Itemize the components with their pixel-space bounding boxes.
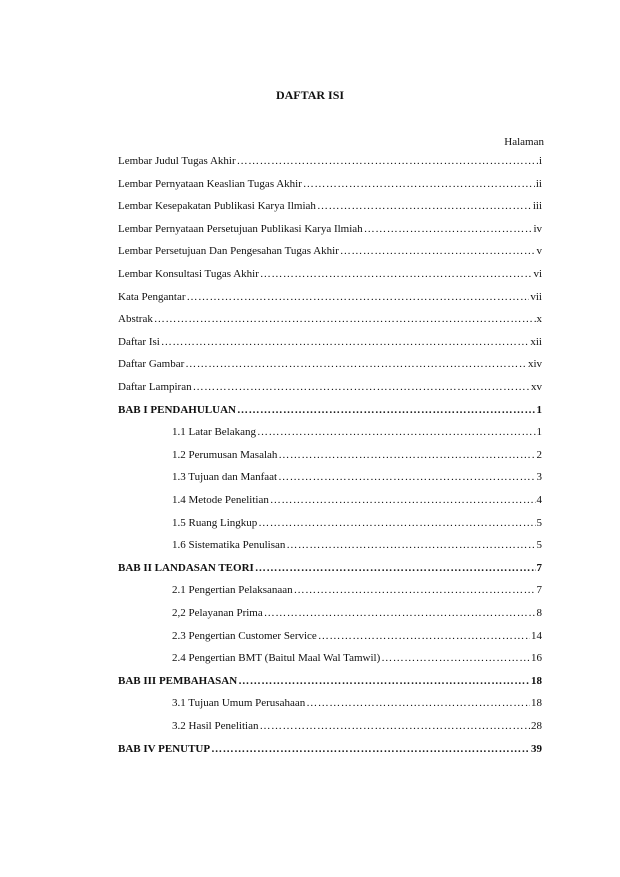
toc-page-number: vi [533,268,542,280]
toc-entry[interactable] [118,291,542,303]
toc-page-number: 4 [536,494,542,506]
toc-page-number: 1 [536,426,542,439]
dot-leader [303,178,535,190]
dot-leader [317,200,532,212]
toc-entry[interactable] [118,268,542,280]
toc-chapter[interactable] [118,743,542,755]
dot-leader [340,245,536,257]
toc-label: Kata Pengantar [118,290,186,303]
toc-subentry[interactable] [172,494,542,506]
dot-leader [364,223,533,235]
toc-entry[interactable] [118,155,542,167]
dot-leader [255,562,536,574]
dot-leader [237,404,536,416]
toc-page-number: 5 [536,516,542,529]
toc-subentry[interactable] [172,630,542,642]
toc-label: BAB II LANDASAN TEORI [118,561,254,574]
toc-label: 3.2 Hasil Penelitian [172,720,259,732]
dot-leader [294,584,536,596]
dot-leader [286,539,535,551]
toc-entry[interactable] [118,358,542,370]
toc-page-number: iii [532,200,542,213]
dot-leader [193,381,530,393]
toc-page-number: 7 [536,584,542,597]
toc-label: 1.2 Perumusan Masalah [172,448,278,461]
toc-label: Lembar Kesepakatan Publikasi Karya Ilmiah [118,200,316,213]
toc-entry[interactable] [118,313,542,325]
dot-leader [270,494,536,506]
toc-label: Lembar Pernyataan Persetujuan Publikasi Karya Ilmiah [118,222,363,235]
toc-subentry[interactable] [172,607,542,619]
dot-leader [154,313,536,325]
dot-leader [187,291,530,303]
toc-label: 1.4 Metode Penelitian [172,494,269,506]
toc-page-number: 5 [536,539,542,552]
toc-chapter[interactable] [118,404,542,416]
toc-label: 2.4 Pengertian BMT (Baitul Maal Wal Tamwil) [172,652,381,665]
page-column-label: Halaman [504,136,544,148]
toc-label: BAB I PENDAHULUAN [118,403,236,416]
toc-label: Abstrak [118,313,153,326]
toc-page-number: 18 [531,697,542,710]
toc-subentry[interactable] [172,449,542,461]
dot-leader [257,426,536,438]
dot-leader [185,358,527,370]
dot-leader [260,268,533,280]
toc-page-number: vii [530,290,542,303]
toc-page-number: 28 [531,720,542,732]
toc-chapter[interactable] [118,562,542,574]
toc-page-number: 18 [531,674,542,687]
toc-page-number: ii [535,177,542,190]
page-title: DAFTAR ISI [275,88,345,102]
toc-chapter[interactable] [118,675,542,687]
toc-entry[interactable] [118,178,542,190]
dot-leader [318,630,530,642]
toc-page-number: iv [533,222,542,235]
toc-label: 1.6 Sistematika Penulisan [172,539,286,552]
toc-label: Lembar Judul Tugas Akhir [118,155,236,167]
toc-page-number: 3 [536,471,542,484]
dot-leader [306,697,530,709]
toc-label: BAB III PEMBAHASAN [118,674,238,687]
dot-leader [259,720,530,732]
toc-subentry[interactable] [172,584,542,596]
toc-page-number: 8 [536,607,542,619]
toc-page-number: xiv [527,358,542,371]
toc-subentry[interactable] [172,720,542,732]
toc-page-number: 7 [536,561,542,574]
toc-page-number: xii [530,335,542,348]
toc-page-number: 14 [531,629,542,642]
toc-label: 1.5 Ruang Lingkup [172,516,258,529]
toc-subentry[interactable] [172,517,542,529]
toc-label: 2.3 Pengertian Customer Service [172,629,317,642]
toc-label: Lembar Persetujuan Dan Pengesahan Tugas Akhir [118,245,339,258]
toc-label: 2.1 Pengertian Pelaksanaan [172,584,293,597]
dot-leader [237,155,538,167]
toc-label: Lembar Konsultasi Tugas Akhir [118,268,259,280]
dot-leader [238,675,530,687]
toc-page-number: v [536,245,542,258]
toc-label: Daftar Isi [118,335,160,348]
toc-page-number: x [536,313,542,326]
dot-leader [211,743,530,755]
toc-page-number: xv [531,381,542,393]
toc-subentry[interactable] [172,697,542,709]
toc-label: Lembar Pernyataan Keaslian Tugas Akhir [118,177,302,190]
toc-label: 1.3 Tujuan dan Manfaat [172,471,278,484]
toc-entry[interactable] [118,336,542,348]
toc-page-number: i [538,155,542,167]
toc-entry[interactable] [118,223,542,235]
toc-label: 3.1 Tujuan Umum Perusahaan [172,697,306,710]
toc-entry[interactable] [118,381,542,393]
dot-leader [161,336,530,348]
toc-page-number: 1 [536,403,542,416]
toc-subentry[interactable] [172,471,542,483]
toc-page-number: 39 [531,742,542,755]
dot-leader [381,652,530,664]
toc-label: Daftar Gambar [118,358,185,371]
toc-entry[interactable] [118,200,542,212]
dot-leader [258,517,535,529]
toc-label: 1.1 Latar Belakang [172,426,256,439]
toc-subentry[interactable] [172,426,542,438]
toc-subentry[interactable] [172,652,542,664]
toc-entry[interactable] [118,245,542,257]
toc-page-number: 16 [531,652,542,665]
dot-leader [278,471,535,483]
dot-leader [264,607,536,619]
toc-page-number: 2 [536,448,542,461]
toc-subentry[interactable] [172,539,542,551]
dot-leader [278,449,535,461]
toc-label: BAB IV PENUTUP [118,742,211,755]
toc-label: Daftar Lampiran [118,381,192,393]
toc-label: 2,2 Pelayanan Prima [172,607,263,619]
